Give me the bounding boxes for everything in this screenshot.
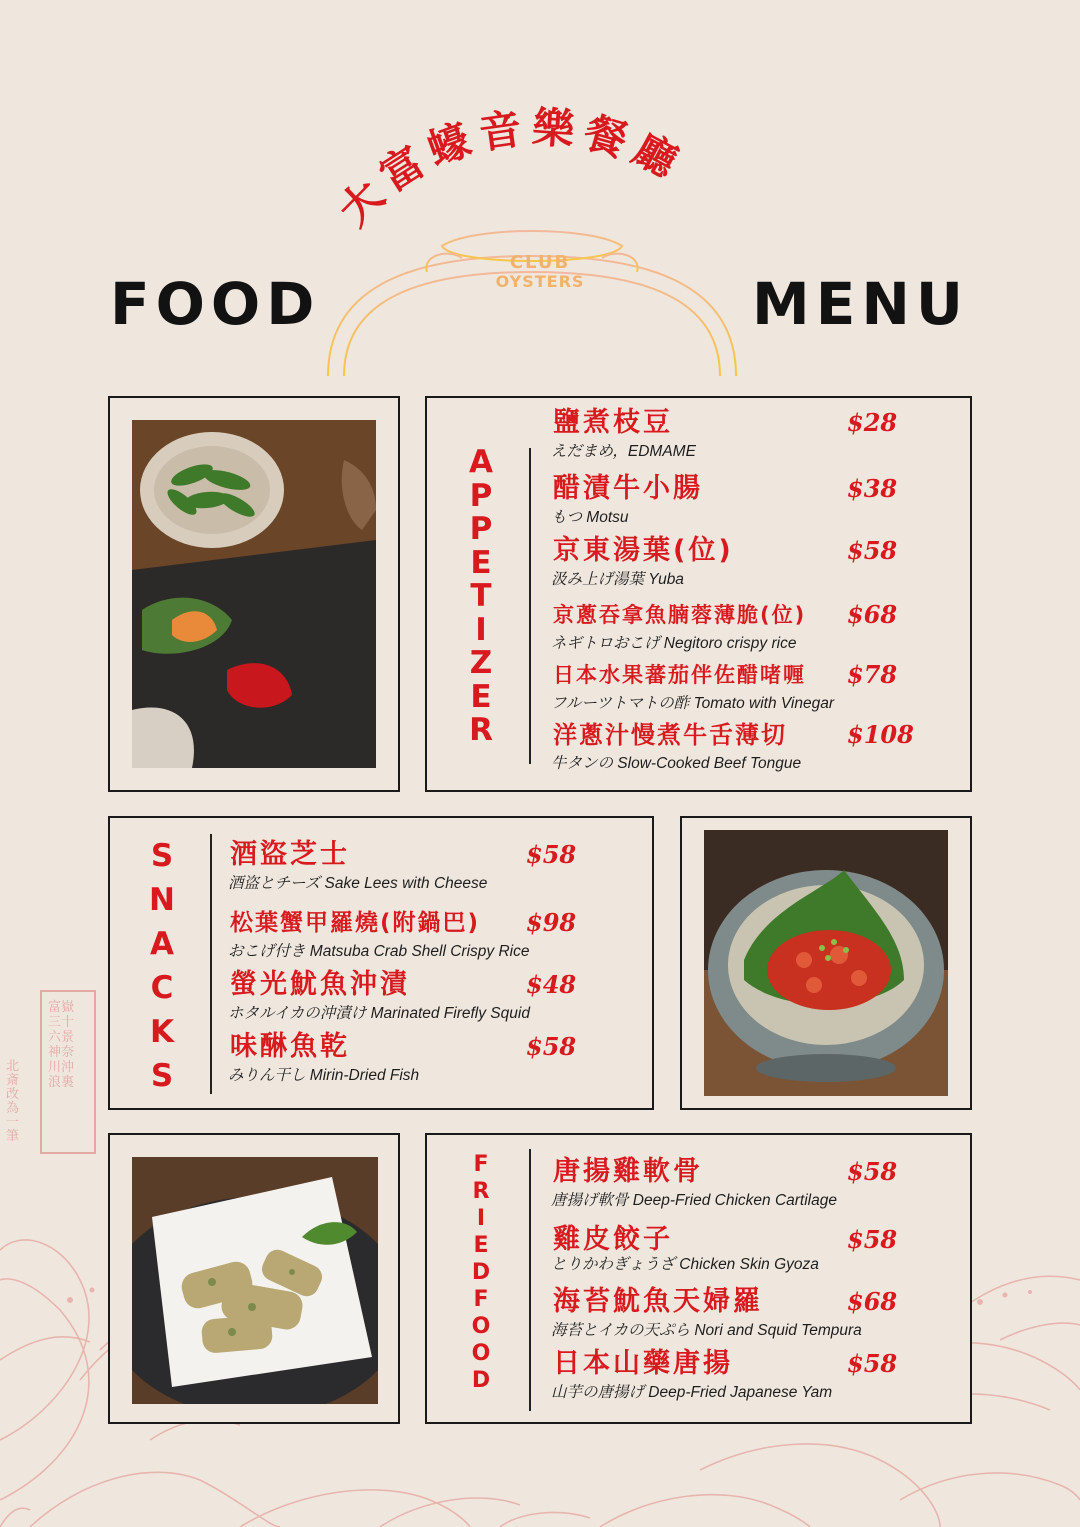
appetizer-label-letter: P [469,477,493,514]
item-name-sub: 山芋の唐揚げ Deep-Fried Japanese Yam [551,1384,833,1401]
fried-food-label-letter: F [473,1152,489,1177]
svg-text:大富蠔音樂餐廳 [329,102,692,235]
snacks-label-letter: C [150,970,174,1006]
edamame-sashimi-image [132,420,376,768]
appetizer-label-letter: Z [469,645,493,681]
snacks-label-letter: S [150,838,174,874]
logo-club-text: CLUB [509,252,571,273]
snacks-vertical-label [144,834,180,1098]
appetizer-label-letter: R [469,712,493,748]
item-name-sub: 唐揚げ軟骨 Deep-Fried Chicken Cartilage [551,1192,837,1209]
tempura-image [132,1157,378,1404]
item-name-cn: 松葉蟹甲羅燒(附鍋巴) [230,910,481,936]
logo-oysters-text: OYSTERS [495,272,585,291]
appetizer-label-letter: I [475,611,487,648]
fried-food-label-letter: D [471,1260,491,1285]
item-price: $48 [526,970,577,999]
fried-food-label-letter: R [472,1179,490,1204]
appetizer-photo [132,420,376,768]
item-price: $68 [847,600,898,629]
item-name-sub: おこげ付き Matsuba Crab Shell Crispy Rice [228,943,530,960]
snacks-label-letter: N [149,882,175,918]
item-price: $78 [847,660,898,689]
squid-bowl-image [704,830,948,1096]
fried-food-section [425,1133,972,1424]
snacks-photo [704,830,948,1096]
item-name-cn: 海苔魷魚天婦羅 [553,1286,763,1317]
item-price: $58 [847,1349,898,1378]
heading-food: FOOD [110,270,321,338]
appetizer-vertical-label [463,446,499,748]
item-name-sub: えだまめ，EDMAME [551,443,696,460]
item-name-sub: 牛タンの Slow-Cooked Beef Tongue [551,755,802,772]
fried-food-label-letter: O [471,1314,491,1339]
item-name-sub: ホタルイカの沖漬け Marinated Firefly Squid [228,1005,530,1022]
artist-seal-text: 富嶽三十六景 神奈川沖浪裏 [48,1000,75,1090]
fried-food-label-letter: O [471,1341,491,1366]
item-name-sub: 汲み上げ湯葉 Yuba [551,571,684,588]
item-name-cn: 醋漬牛小腸 [553,473,703,504]
item-price: $98 [526,908,577,937]
item-name-cn: 鹽煮枝豆 [553,407,673,438]
item-name-cn: 唐揚雞軟骨 [553,1156,703,1187]
appetizer-section [425,396,972,792]
appetizer-divider [529,448,531,764]
appetizer-label-letter: T [470,578,492,614]
item-price: $58 [847,536,898,565]
item-price: $58 [526,840,577,869]
item-name-sub: とりかわぎょうざ Chicken Skin Gyoza [551,1256,819,1273]
fried-food-divider [529,1149,531,1411]
item-name-cn: 味醂魚乾 [230,1031,350,1062]
fried-photo-frame [108,1133,400,1424]
item-name-sub: みりん干し Mirin-Dried Fish [228,1067,420,1084]
item-price: $58 [847,1157,898,1186]
snacks-section [108,816,654,1110]
fried-photo [132,1157,378,1404]
snacks-label-letter: K [149,1014,175,1050]
item-name-sub: 酒盗とチーズ Sake Lees with Cheese [228,875,488,892]
fried-food-label-letter: D [471,1368,491,1393]
snacks-label-letter: S [150,1058,174,1094]
item-name-cn: 螢光魷魚沖漬 [230,969,410,1000]
fried-food-label-letter: E [473,1233,489,1258]
item-name-cn: 日本水果蕃茄伴佐醋啫喱 [553,663,806,687]
appetizer-photo-frame [108,396,400,792]
fried-food-label-letter: I [476,1206,486,1231]
item-name-cn: 京蔥吞拿魚腩蓉薄脆(位) [553,603,807,627]
snacks-label-letter: A [150,926,174,962]
item-price: $58 [526,1032,577,1061]
item-price: $68 [847,1287,898,1316]
artist-signature: 北斎改為一筆 [6,1059,20,1144]
item-name-sub: ネギトロおこげ Negitoro crispy rice [551,635,797,652]
heading-menu: MENU [752,270,969,338]
item-name-cn: 洋蔥汁慢煮牛舌薄切 [553,721,787,749]
item-name-cn: 京東湯葉(位) [553,535,734,566]
club-oysters-logo [322,226,742,386]
appetizer-label-letter: A [469,444,493,480]
appetizer-label-letter: E [470,544,492,581]
item-price: $58 [847,1225,898,1254]
appetizer-label-letter: E [470,678,492,715]
snacks-divider [210,834,212,1094]
restaurant-chinese-title-text: 大富蠔音樂餐廳 [329,102,693,236]
fried-food-label-letter: F [473,1287,489,1312]
item-name-sub: もつ Motsu [551,509,629,526]
item-name-cn: 日本山藥唐揚 [553,1348,733,1379]
item-name-cn: 雞皮餃子 [553,1224,673,1255]
appetizer-label-letter: P [469,511,493,547]
item-price: $108 [847,720,914,749]
snacks-photo-frame [680,816,972,1110]
item-name-sub: フルーツトマトの酢 Tomato with Vinegar [551,695,835,712]
item-name-cn: 酒盜芝士 [230,839,350,870]
item-price: $28 [847,408,898,437]
item-price: $38 [847,474,898,503]
fried-food-vertical-label [463,1151,499,1394]
item-name-sub: 海苔とイカの天ぷら Nori and Squid Tempura [551,1322,862,1339]
